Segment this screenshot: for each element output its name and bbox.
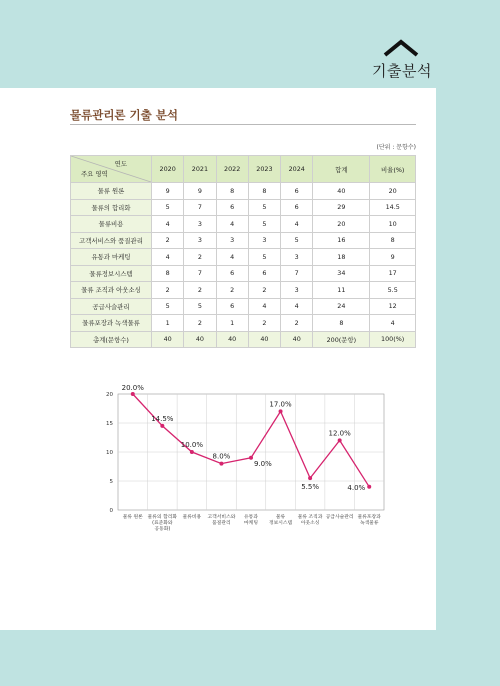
table-cell: 9 [184,183,216,200]
table-cell: 40 [216,331,248,348]
row-label: 물류정보시스템 [71,265,152,282]
data-label: 9.0% [254,459,272,468]
data-point [190,450,194,454]
data-label: 17.0% [269,400,292,409]
data-label: 5.5% [301,483,320,492]
table-cell: 4 [370,315,416,332]
data-label: 4.0% [347,483,366,492]
x-category-label: 물류비용 [182,515,202,520]
table-cell: 3 [281,282,313,299]
table-cell: 2 [184,282,216,299]
table-cell: 7 [184,265,216,282]
table-cell: 4 [281,298,313,315]
table-cell: 6 [281,183,313,200]
table-row [71,315,416,332]
table-cell: 5 [152,199,184,216]
data-label: 10.0% [180,441,204,449]
y-tick-label: 20 [106,392,113,398]
table-cell: 3 [184,232,216,249]
table-cell: 2 [152,232,184,249]
data-point [367,485,371,489]
table-cell: 5 [281,232,313,249]
data-label: 8.0% [212,452,231,461]
x-category-label: 물류의 합리화 [147,515,177,520]
table-cell: 8 [152,265,184,282]
table-cell: 11 [313,282,370,299]
x-category-label: 고객서비스와 [207,515,236,520]
x-category-label: (표준화와 [152,521,173,526]
y-tick-label: 15 [106,421,113,427]
row-label: 고객서비스와 품질관리 [71,232,152,249]
y-tick-label: 0 [109,508,113,514]
table-cell: 9 [152,183,184,200]
table-cell: 2 [216,282,248,299]
table-cell: 2 [184,315,216,332]
section-title: 물류관리론 기출 분석 [70,108,178,122]
table-cell: 4 [216,216,248,233]
table-cell: 4 [248,298,280,315]
table-cell: 3 [184,216,216,233]
data-label: 20.0% [121,384,144,392]
table-cell: 5.5 [370,282,416,299]
corner-area-label: 주요 영역 [81,170,108,178]
table-cell: 200(문항) [313,331,370,348]
table-cell: 6 [216,298,248,315]
x-category-label: 공동화) [154,527,171,532]
row-label: 물류 조직과 아웃소싱 [71,282,152,299]
column-header: 2023 [248,156,280,183]
x-category-label: 물류 원론 [122,515,143,520]
data-label: 14.5% [151,414,174,423]
table-row [71,216,416,233]
table-cell: 7 [281,265,313,282]
row-label: 물류의 합리화 [71,199,152,216]
table-cell: 14.5 [370,199,416,216]
table-cell: 40 [281,331,313,348]
table-row [71,249,416,266]
row-label: 물류비용 [71,216,152,233]
table-cell: 4 [281,216,313,233]
table-cell: 40 [184,331,216,348]
column-header: 2024 [281,156,313,183]
table-cell: 17 [370,265,416,282]
table-corner-cell [71,156,152,183]
data-point [131,392,135,396]
table-cell: 8 [216,183,248,200]
table-cell: 6 [216,199,248,216]
row-label: 총계(문항수) [71,331,152,348]
table-cell: 2 [184,249,216,266]
table-cell: 20 [370,183,416,200]
table-cell: 3 [281,249,313,266]
table-cell: 24 [313,298,370,315]
table-cell: 5 [184,298,216,315]
data-point [338,438,342,442]
table-cell: 6 [216,265,248,282]
table-row [71,199,416,216]
x-category-label: 정보시스템 [268,521,293,526]
data-point [308,476,312,480]
x-category-label: 물류포장과 [357,515,381,520]
table-row [71,265,416,282]
x-category-label: 공급사슬관리 [325,515,354,520]
table-cell: 1 [216,315,248,332]
table-cell: 20 [313,216,370,233]
x-category-label: 유통과 [244,515,258,520]
row-label: 물류포장과 녹색물류 [71,315,152,332]
x-category-label: 품질관리 [212,521,231,526]
section-divider [70,124,416,125]
chevron-up-icon[interactable] [381,38,421,58]
x-category-label: 물류 [275,515,286,520]
series-line [133,394,369,487]
table-cell: 8 [248,183,280,200]
table-cell: 5 [152,298,184,315]
table-cell: 1 [152,315,184,332]
table-cell: 34 [313,265,370,282]
x-category-label: 물류 조직과 [297,515,323,520]
x-category-label: 아웃소싱 [300,521,320,526]
column-header: 합계 [313,156,370,183]
table-cell: 7 [184,199,216,216]
data-point [219,462,223,466]
table-cell: 12 [370,298,416,315]
table-cell: 18 [313,249,370,266]
x-category-label: 마케팅 [244,521,258,526]
unit-note: (단위 : 문항수) [376,144,416,151]
column-header: 비율(%) [370,156,416,183]
column-header: 2021 [184,156,216,183]
y-tick-label: 5 [109,479,113,485]
exam-analysis-table [70,155,416,348]
table-cell: 4 [216,249,248,266]
table-cell: 2 [152,282,184,299]
table-cell: 4 [152,249,184,266]
row-label: 물류 원론 [71,183,152,200]
table-cell: 40 [313,183,370,200]
table-row [71,183,416,200]
table-cell: 100(%) [370,331,416,348]
table-cell: 3 [248,232,280,249]
table-cell: 2 [248,315,280,332]
table-cell: 6 [281,199,313,216]
y-tick-label: 10 [106,450,113,456]
table-cell: 4 [152,216,184,233]
table-header-row [71,156,416,183]
data-label: 12.0% [328,429,351,438]
data-point [160,424,164,428]
table-row [71,232,416,249]
table-cell: 29 [313,199,370,216]
table-cell: 5 [248,249,280,266]
table-cell: 40 [248,331,280,348]
table-cell: 8 [313,315,370,332]
table-cell: 16 [313,232,370,249]
table-cell: 40 [152,331,184,348]
table-cell: 3 [216,232,248,249]
ratio-line-chart [94,380,390,538]
data-point [279,409,283,413]
data-point [249,456,253,460]
table-row [71,298,416,315]
section-tab-title: 기출분석 [372,62,432,80]
table-cell: 2 [281,315,313,332]
table-cell: 10 [370,216,416,233]
table-cell: 9 [370,249,416,266]
table-cell: 8 [370,232,416,249]
table-cell: 5 [248,199,280,216]
table-cell: 6 [248,265,280,282]
row-label: 유통과 마케팅 [71,249,152,266]
table-cell: 2 [248,282,280,299]
x-category-label: 녹색물류 [359,521,379,526]
column-header: 2022 [216,156,248,183]
table-cell: 5 [248,216,280,233]
table-row [71,282,416,299]
table-total-row [71,331,416,348]
row-label: 공급사슬관리 [71,298,152,315]
column-header: 2020 [152,156,184,183]
corner-year-label: 연도 [114,160,127,168]
